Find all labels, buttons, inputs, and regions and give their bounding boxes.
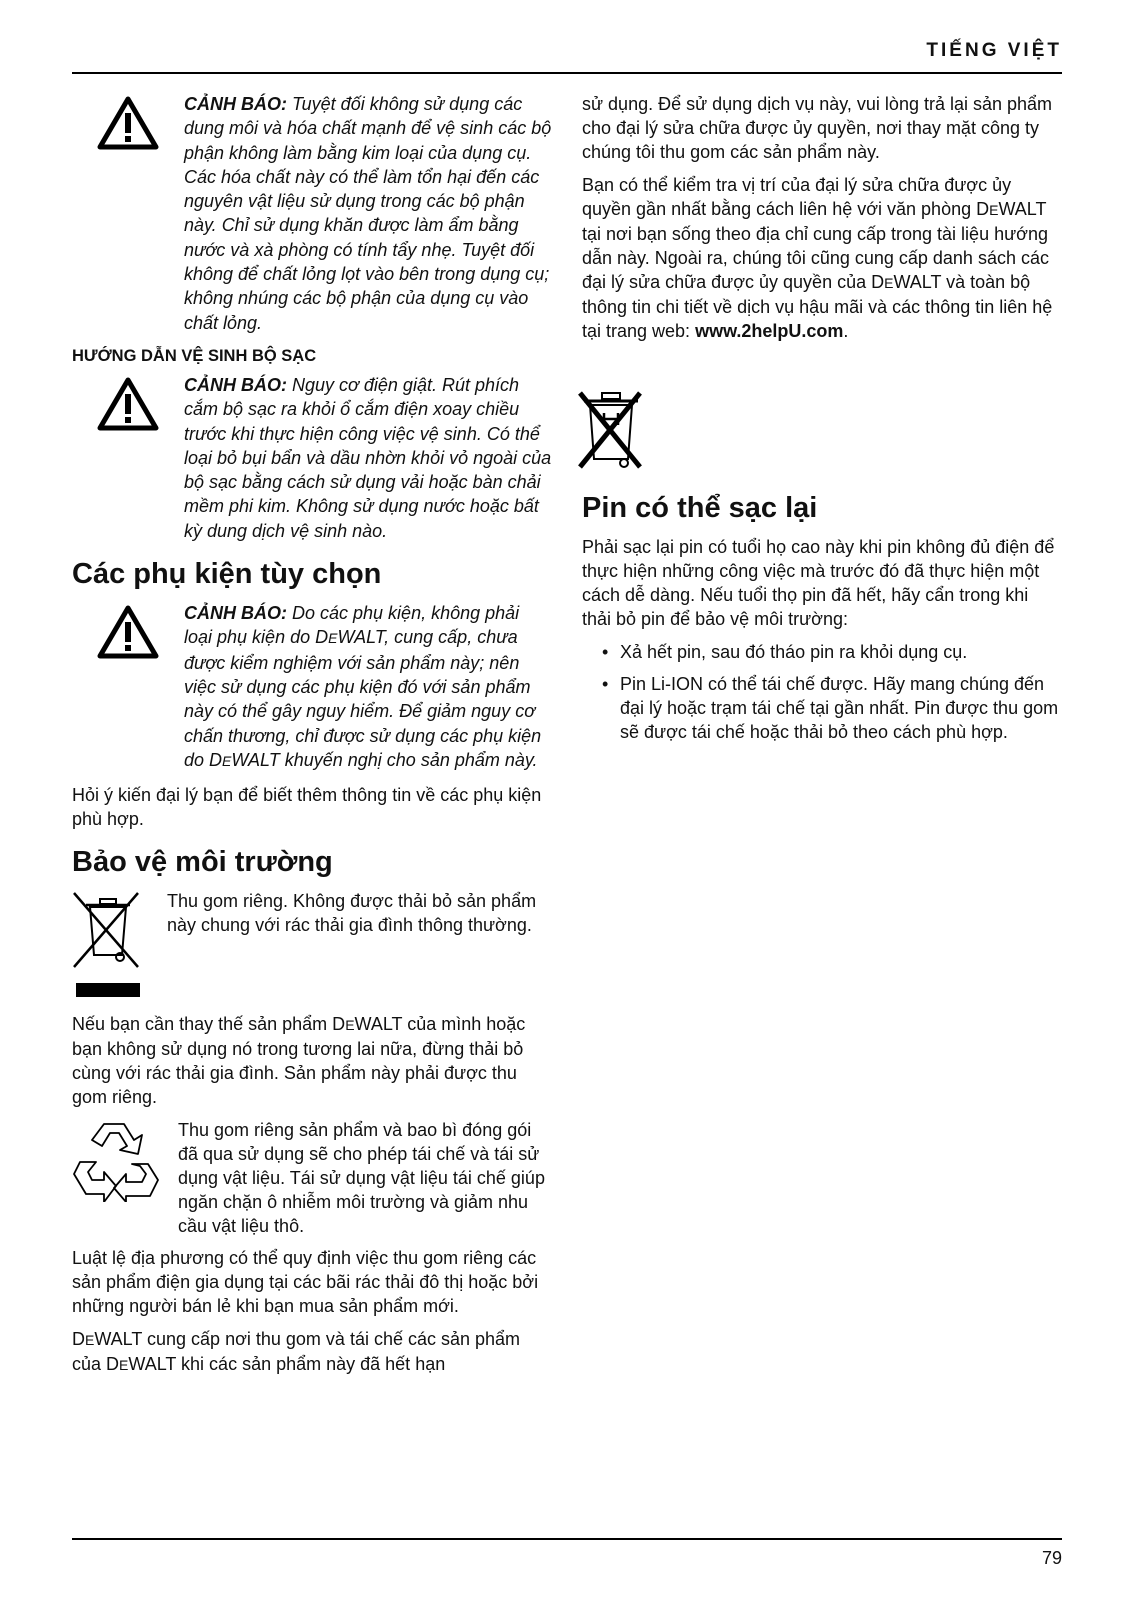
- battery-text: Phải sạc lại pin có tuổi họ cao này khi pin không đủ điện để thực hiện những công việc mà trước đó đã thực hiện một cách dễ dàng. Nếu tuổi thọ pin đã hết, hãy cẩn trong khi thải bỏ pin để bảo vệ môi trường:: [582, 537, 1055, 629]
- local-rules-text: Luật lệ địa phương có thể quy định việc thu gom riêng các sản phẩm điện gia dụng tại các bãi rác thải đô thị hoặc bởi những người bán lẻ khi bạn mua sản phẩm mới.: [72, 1248, 539, 1317]
- recycle-text: Thu gom riêng sản phẩm và bao bì đóng gói đã qua sử dụng sẽ cho phép tái chế và tái sử dụng vật liệu. Tái sử dụng vật liệu tái chế giúp ngăn chặn ô nhiễm môi trường và giảm nhu cầu vật liệu thô.: [178, 1120, 545, 1237]
- dewalt-collection-text: DEWALT cung cấp nơi thu gom và tái chế các sản phẩm của DEWALT khi các sản phẩm này đã hết hạn: [72, 1329, 521, 1375]
- separate-collection-block: [72, 889, 552, 1004]
- warning-triangle-icon: [72, 373, 184, 543]
- battery-bin-icon: [576, 383, 1062, 483]
- warning-charger: [72, 373, 552, 543]
- rechargeable-battery-heading: Pin có thể sạc lại: [582, 492, 818, 524]
- section-language-header: TIẾNG VIỆT: [926, 40, 1062, 61]
- website-link[interactable]: www.2helpU.com: [695, 321, 844, 341]
- warning-triangle-icon: [72, 92, 184, 335]
- warning-text: CẢNH BÁO: Nguy cơ điện giật. Rút phích cắm bộ sạc ra khỏi ổ cắm điện xoay chiều trước khi thực hiện công việc vệ sinh. Có thể loại bỏ bụi bẩn và dầu nhờn khỏi vỏ ngoài của bộ sạc bằng cách sử dụng vải hoặc bàn chải mềm phi kim. Không sử dụng nước hoặc bất kỳ dung dịch vệ sinh nào.: [184, 374, 552, 541]
- replace-product-text: Nếu bạn cần thay thế sản phẩm DEWALT của mình hoặc bạn không sử dụng nó trong tương lai nữa, đừng thải bỏ cùng với rác thải gia đình. Sản phẩm này phải được thu gom riêng.: [72, 1014, 526, 1108]
- recycle-icon: [72, 1118, 178, 1238]
- dealer-advice: Hỏi ý kiến đại lý bạn để biết thêm thông tin về các phụ kiện phù hợp.: [72, 785, 542, 830]
- right-column: [582, 92, 1062, 752]
- service-continued-text: sử dụng. Để sử dụng dịch vụ này, vui lòng trả lại sản phẩm cho đại lý sửa chữa được ủy quyền, nơi thay mặt công ty chúng tôi thu gom các sản phẩm này.: [582, 94, 1053, 162]
- left-column: [72, 92, 552, 1386]
- recycle-block: [72, 1118, 552, 1238]
- warning-label: CẢNH BÁO:: [184, 374, 287, 395]
- list-item: • Pin Li-ION có thể tái chế được. Hãy mang chúng đến đại lý hoặc trạm tái chế tại gần nhất. Pin được thu gom sẽ được tái chế hoặc thải bỏ theo cách phù hợp.: [602, 672, 1062, 744]
- page-number: 79: [1041, 1548, 1062, 1568]
- environment-heading: Bảo vệ môi trường: [72, 846, 333, 879]
- warning-label: CẢNH BÁO:: [184, 603, 287, 624]
- list-item: • Xả hết pin, sau đó tháo pin ra khỏi dụng cụ.: [602, 640, 1062, 664]
- bottom-divider: [72, 1538, 1062, 1540]
- battery-list: [582, 640, 1062, 744]
- warning-triangle-icon: [72, 601, 184, 773]
- warning-text: CẢNH BÁO: Do các phụ kiện, không phải loại phụ kiện do DEWALT, cung cấp, chưa được kiểm nghiệm với sản phẩm này; nên việc sử dụng các phụ kiện đó với sản phẩm này có thể gây nguy hiểm. Để giảm nguy cơ chấn thương, chỉ được sử dụng các phụ kiện do DEWALT khuyến nghị cho sản phẩm này.: [184, 603, 542, 770]
- locate-dealer-text: Bạn có thể kiểm tra vị trí của đại lý sửa chữa được ủy quyền gần nhất bằng cách liên hệ với văn phòng DEWALT tại nơi bạn sống theo địa chỉ cung cấp trong tài liệu hướng dẫn này. Ngoài ra, chúng tôi cũng cung cấp danh sách các đại lý sửa chữa được ủy quyền của DEWALT và toàn bộ thông tin chi tiết về dịch vụ hậu mãi và các thông tin liên hệ tại trang web: www.2helpU.com.: [582, 175, 1053, 341]
- separate-collection-text: Thu gom riêng. Không được thải bỏ sản phẩm này chung với rác thải gia đình thông thường.: [167, 891, 537, 936]
- warning-accessories: [72, 601, 552, 773]
- crossed-bin-icon: [72, 889, 167, 1004]
- top-divider: [72, 72, 1062, 74]
- charger-cleaning-heading: HƯỚNG DẪN VỆ SINH BỘ SẠC: [72, 346, 317, 365]
- warning-text: CẢNH BÁO: Tuyệt đối không sử dụng các dung môi và hóa chất mạnh để vệ sinh các bộ phận không làm bằng kim loại của dụng cụ. Các hóa chất này có thể làm tổn hại đến các nguyên vật liệu sử dụng trong các bộ phận này. Chỉ sử dụng khăn được làm ẩm bằng nước và xà phòng có tính tẩy nhẹ. Tuyệt đối không để chất lỏng lọt vào bên trong dụng cụ; không nhúng các bộ phận của dụng cụ vào chất lỏng.: [184, 94, 552, 333]
- warning-solvents: [72, 92, 552, 335]
- accessories-heading: Các phụ kiện tùy chọn: [72, 558, 382, 591]
- warning-label: CẢNH BÁO:: [184, 94, 287, 114]
